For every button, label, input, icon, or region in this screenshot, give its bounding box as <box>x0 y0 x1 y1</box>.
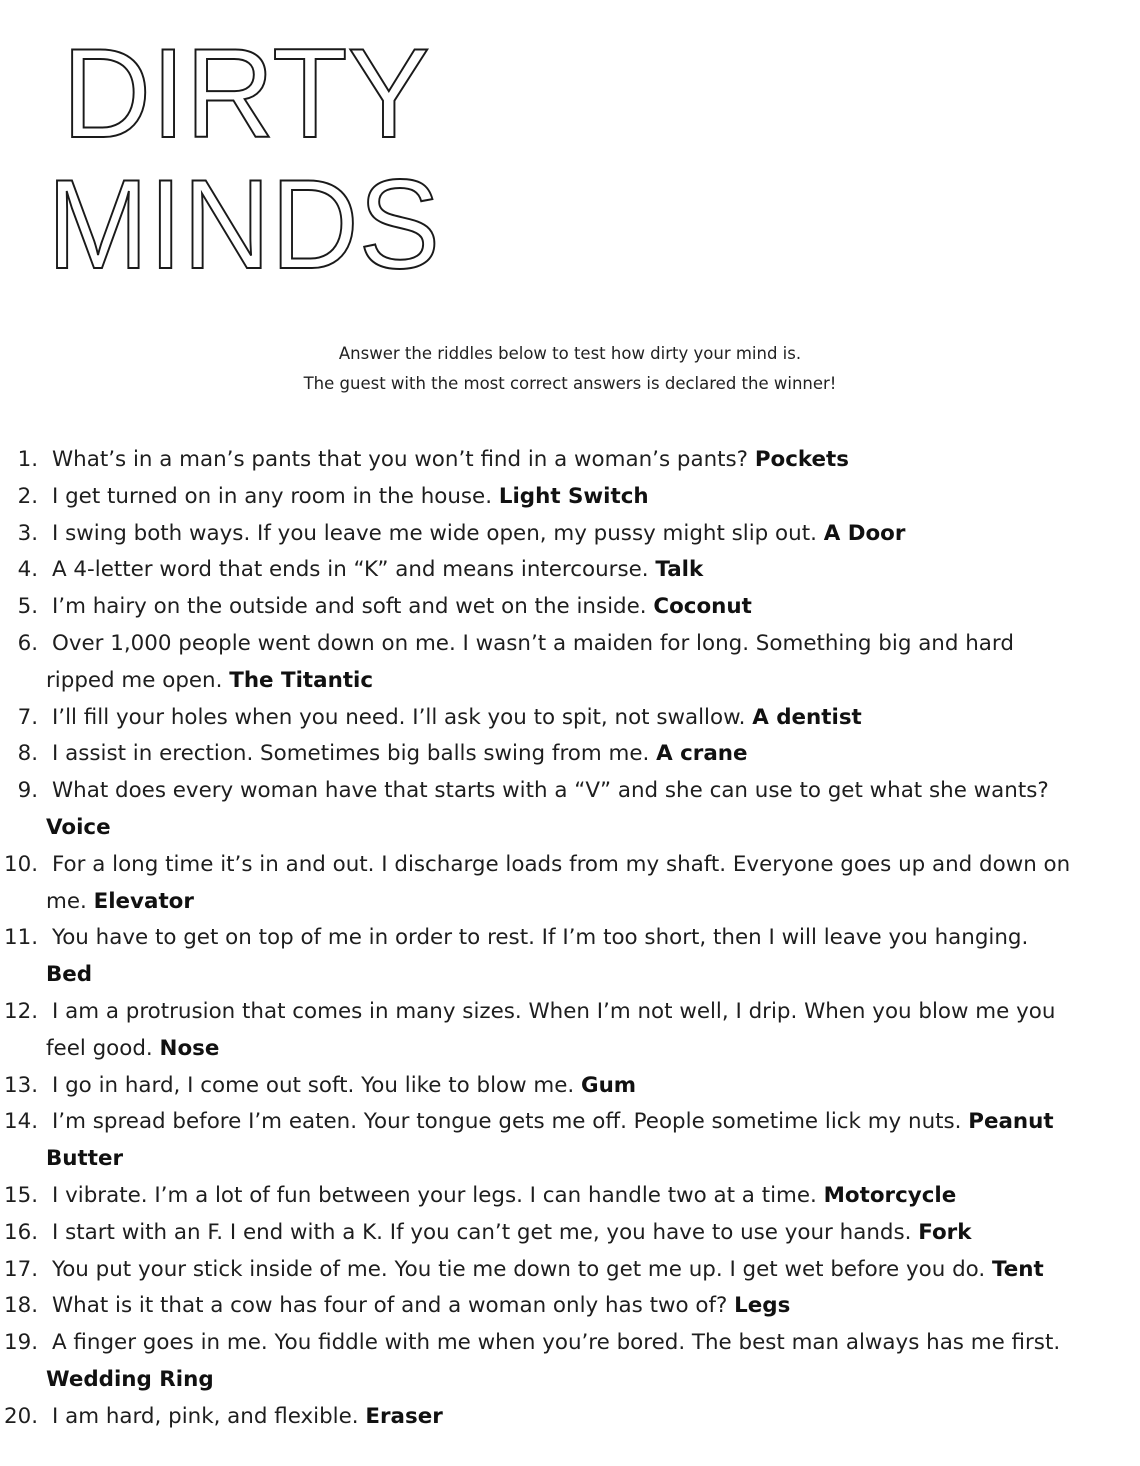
riddle-text: A finger goes in me. You fiddle with me when you’re bored. The best man always has me first. <box>52 1330 1061 1356</box>
riddle-line <box>46 479 1140 516</box>
riddle-answer: A crane <box>656 741 748 767</box>
riddle-number: 1. <box>17 447 38 472</box>
riddle-text: I go in hard, I come out soft. You like to blow me. <box>52 1072 575 1098</box>
riddle-line <box>46 552 1140 589</box>
instructions-line-2: The guest with the most correct answers is declared the winner! <box>303 374 837 393</box>
riddle-answer: Gum <box>581 1072 637 1098</box>
riddle-answer: Legs <box>734 1293 791 1319</box>
riddle-number: 6. <box>17 630 38 656</box>
riddle-answer: A dentist <box>752 704 862 730</box>
riddle-list <box>0 442 1140 1436</box>
riddle-text: I’ll fill your holes when you need. I’ll ask you to spit, not swallow. <box>52 704 753 730</box>
riddle-text: What does every woman have that starts with a “V” and she can use to get what she wants? <box>52 778 1049 804</box>
riddle-line <box>46 1288 1140 1325</box>
riddle-text: I’m spread before I’m eaten. Your tongue gets me off. People sometime lick my nuts. <box>52 1109 962 1135</box>
riddle-number: 10. <box>3 851 38 877</box>
riddle-line <box>46 442 1140 479</box>
riddle-line <box>46 516 1140 553</box>
riddle-answer: Coconut <box>653 594 752 620</box>
list-item <box>0 847 1140 921</box>
riddle-number: 15. <box>3 1182 38 1208</box>
riddle-text: You have to get on top of me in order to rest. If I’m too short, then I will leave you hanging. <box>52 925 1029 951</box>
riddle-text: I am a protrusion that comes in many sizes. When I’m not well, I drip. When you blow me you <box>52 998 1056 1024</box>
riddle-line <box>46 810 1140 847</box>
instructions-line-1: Answer the riddles below to test how dirty your mind is. <box>338 344 802 363</box>
riddle-text: ripped me open. <box>46 667 223 693</box>
riddle-answer: Pockets <box>754 447 849 472</box>
riddle-line <box>46 1325 1140 1362</box>
riddle-text: I assist in erection. Sometimes big balls swing from me. <box>52 741 650 767</box>
riddle-line <box>46 957 1140 994</box>
riddle-answer-continued: Butter <box>46 1146 124 1172</box>
riddle-line <box>46 994 1140 1031</box>
riddle-answer: Elevator <box>93 888 194 914</box>
riddle-line <box>46 1068 1140 1105</box>
list-item <box>0 1288 1140 1325</box>
riddle-line <box>46 626 1140 663</box>
riddle-number: 5. <box>17 594 38 620</box>
riddle-number: 17. <box>3 1256 38 1282</box>
riddle-answer: Wedding Ring <box>46 1366 214 1392</box>
riddle-answer: Eraser <box>365 1403 443 1429</box>
riddle-text: I swing both ways. If you leave me wide open, my pussy might slip out. <box>52 520 817 546</box>
riddle-number: 4. <box>17 557 38 583</box>
instructions <box>0 339 1140 399</box>
riddle-text: What’s in a man’s pants that you won’t find in a woman’s pants? <box>52 447 749 472</box>
riddle-line <box>46 1252 1140 1289</box>
riddle-number: 7. <box>17 704 38 730</box>
riddle-text: What is it that a cow has four of and a woman only has two of? <box>52 1293 728 1319</box>
riddle-number: 13. <box>3 1072 38 1098</box>
list-item <box>0 736 1140 773</box>
page-title <box>0 0 600 300</box>
riddle-answer: Nose <box>159 1035 220 1061</box>
list-item <box>0 1068 1140 1105</box>
riddle-text: I start with an F. I end with a K. If you can’t get me, you have to use your hands. <box>52 1219 912 1245</box>
riddle-number: 12. <box>3 998 38 1024</box>
list-item <box>0 516 1140 553</box>
riddle-answer: A Door <box>823 520 906 546</box>
title-line-2: MINDS <box>47 153 440 295</box>
riddle-text: I am hard, pink, and flexible. <box>52 1403 359 1429</box>
riddle-text: I vibrate. I’m a lot of fun between your legs. I can handle two at a time. <box>52 1182 817 1208</box>
riddle-answer: Tent <box>991 1256 1044 1282</box>
list-item <box>0 1178 1140 1215</box>
riddle-line <box>46 1104 1140 1141</box>
riddle-number: 11. <box>3 925 38 951</box>
list-item <box>0 1215 1140 1252</box>
riddle-text: A 4-letter word that ends in “K” and means intercourse. <box>52 557 649 583</box>
riddle-number: 18. <box>3 1293 38 1319</box>
riddle-number: 2. <box>17 483 38 509</box>
list-item <box>0 1399 1140 1436</box>
riddle-answer: Fork <box>918 1219 972 1245</box>
list-item <box>0 920 1140 994</box>
riddle-text: For a long time it’s in and out. I discharge loads from my shaft. Everyone goes up and down on <box>52 851 1071 877</box>
riddle-answer: Motorcycle <box>823 1182 957 1208</box>
list-item <box>0 442 1140 479</box>
riddle-line <box>46 1399 1140 1436</box>
riddle-number: 3. <box>17 520 38 546</box>
riddle-line <box>46 663 1140 700</box>
riddle-line <box>46 884 1140 921</box>
riddle-text: I get turned on in any room in the house. <box>52 483 493 509</box>
riddle-answer: Talk <box>655 557 704 583</box>
riddle-answer: Voice <box>46 814 111 840</box>
riddle-line <box>46 1215 1140 1252</box>
list-item <box>0 700 1140 737</box>
riddle-text: I’m hairy on the outside and soft and wet on the inside. <box>52 594 647 620</box>
riddle-answer: Bed <box>46 962 93 988</box>
riddle-line <box>46 1141 1140 1178</box>
title-line-1: DIRTY <box>62 22 430 164</box>
riddle-answer: Light Switch <box>498 483 649 509</box>
list-item <box>0 773 1140 847</box>
riddle-answer: Peanut <box>968 1109 1054 1135</box>
list-item <box>0 626 1140 700</box>
list-item <box>0 552 1140 589</box>
riddle-number: 19. <box>3 1330 38 1356</box>
riddle-number: 8. <box>17 741 38 767</box>
riddle-line <box>46 589 1140 626</box>
riddle-number: 20. <box>3 1403 38 1429</box>
list-item <box>0 479 1140 516</box>
riddle-line <box>46 1031 1140 1068</box>
list-item <box>0 589 1140 626</box>
list-item <box>0 994 1140 1068</box>
riddle-line <box>46 1178 1140 1215</box>
riddle-text: feel good. <box>46 1035 153 1061</box>
riddle-number: 9. <box>17 778 38 804</box>
riddle-text: Over 1,000 people went down on me. I wasn’t a maiden for long. Something big and hard <box>52 630 1014 656</box>
list-item <box>0 1252 1140 1289</box>
riddle-text: You put your stick inside of me. You tie me down to get me up. I get wet before you do. <box>52 1256 986 1282</box>
riddle-line <box>46 920 1140 957</box>
riddle-line <box>46 736 1140 773</box>
riddle-line <box>46 1362 1140 1399</box>
riddle-text: me. <box>46 888 87 914</box>
riddle-answer: The Titantic <box>229 667 374 693</box>
list-item <box>0 1325 1140 1399</box>
riddle-number: 16. <box>3 1219 38 1245</box>
list-item <box>0 1104 1140 1178</box>
riddle-line <box>46 773 1140 810</box>
riddle-line <box>46 700 1140 737</box>
riddle-line <box>46 847 1140 884</box>
riddle-number: 14. <box>3 1109 38 1135</box>
